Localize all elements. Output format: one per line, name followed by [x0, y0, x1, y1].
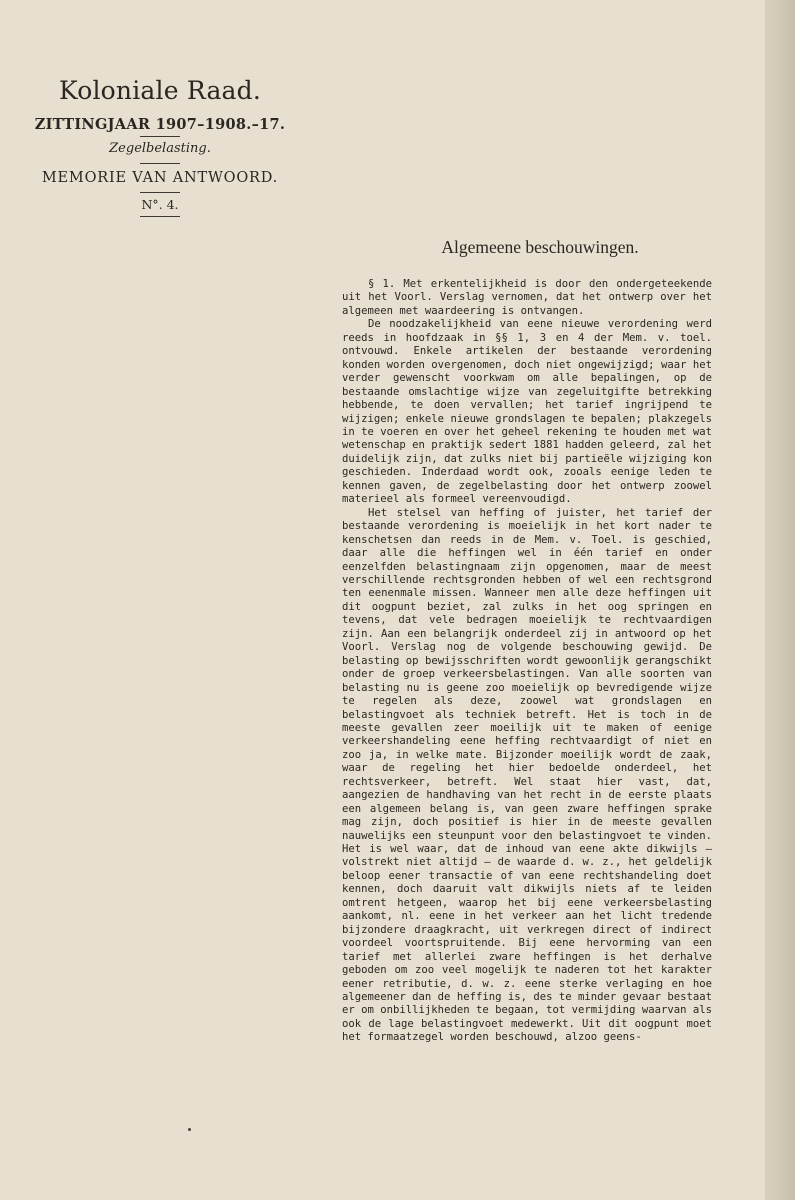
divider [140, 163, 180, 164]
council-title: Koloniale Raad. [59, 76, 261, 105]
paragraph: De noodzakelijkheid van eene nieuwe verordening werd reeds in hoofdzaak in §§ 1, 3 en 4 der Mem. v. toel. ontvouwd. Enkele artikelen der bestaande verordening konden worden overgenomen, doch niet ongewijzigd; waar het verder gewenscht voorkwam om alle bepalingen, op de bestaande omslachtige wijze van zegeluitgifte betrekking hebbende, te doen vervallen; het tarief ingrijpend te wijzigen; enkele nieuwe grondslagen te bepalen; plakzegels in te voeren en over het geheel rekening te houden met wat wetenschap en praktijk sedert 1881 hadden geleerd, zal het duidelijk zijn, dat zulks niet bij partieële wijziging kon geschieden. Inderdaad wordt ook, zooals eenige leden te kennen gaven, de zegelbelasting door het ontwerp zoowel materieel als formeel vereenvoudigd. [342, 318, 712, 506]
paragraph: § 1. Met erkentelijkheid is door den ondergeteekende uit het Voorl. Verslag vernomen, dat het ontwerp over het algemeen met waardeering is ontvangen. [342, 278, 712, 317]
divider [140, 192, 180, 193]
page-binding-edge [765, 0, 795, 1200]
body-text [342, 278, 712, 1045]
paragraph: Het stelsel van heffing of juister, het tarief der bestaande verordening is moeielijk in het kort nader te kenschetsen dan reeds in de Mem. v. Toel. is geschied, daar alle die heffingen wel in één tarief en onder eenzelfden belastingnaam zijn opgenomen, maar de meest verschillende rechtsgronden hebben of wel een rechtsgrond ten eenenmale missen. Wanneer men alle deze heffingen uit dit oogpunt beziet, zal zulks in het oog springen en tevens, dat vele bedragen moeielijk te rechtvaardigen zijn. Aan een belangrijk onderdeel zij in antwoord op het Voorl. Verslag nog de volgende beschouwing gewijd. De belasting op bewijsschriften wordt gewoonlijk gerangschikt onder de groep verkeersbelastingen. Van alle soorten van belasting nu is geene zoo moeielijk op bevredigende wijze te regelen als deze, zoowel wat grondslagen en belastingvoet als techniek betreft. Het is toch in de meeste gevallen zeer moeilijk uit te maken of eenige verkeershandeling eene heffing rechtvaardigt of niet en zoo ja, in welke mate. Bijzonder moeilijk wordt de zaak, waar de regeling het hier bedoelde onderdeel, het rechtsverkeer, betreft. Wel staat hier vast, dat, aangezien de handhaving van het recht in de eerste plaats een algemeen belang is, van geen zware heffingen sprake mag zijn, doch positief is hier in de meeste gevallen nauwelijks een steunpunt voor den belastingvoet te vinden. Het is wel waar, dat de inhoud van eene akte dikwijls — volstrekt niet altijd — de waarde d. w. z., het geldelijk beloop eener transactie of van eene rechtshandeling doet kennen, doch daaruit valt dikwijls niets af te leiden omtrent hetgeen, waarop het bij eene verkeersbelasting aankomt, nl. eene in het verkeer aan het licht tredende bijzondere draagkracht, uit verkregen direct of indirect voordeel voortspruitende. Bij eene hervorming van een tarief met allerlei zware heffingen is het derhalve geboden om zoo veel mogelijk te naderen tot het karakter eener retributie, d. w. z. eene sterke verlaging en hoe algemeener dan de heffing is, des te minder gevaar bestaat er om onbillijkheden te begaan, tot vermijding waarvan als ook de lage belastingvoet medewerkt. Uit dit oogpunt moet het formaatzegel worden beschouwd, alzoo geens- [342, 506, 712, 1044]
document-number: N°. 4. [141, 197, 179, 212]
subject-label: Zegelbelasting. [109, 141, 211, 156]
session-year: ZITTINGJAAR 1907–1908.–17. [34, 116, 286, 133]
divider [140, 216, 180, 217]
ink-mark [188, 1128, 191, 1131]
divider [140, 136, 180, 137]
document-type: MEMORIE VAN ANTWOORD. [41, 170, 279, 186]
section-title: Algemeene beschouwingen. [441, 237, 639, 257]
